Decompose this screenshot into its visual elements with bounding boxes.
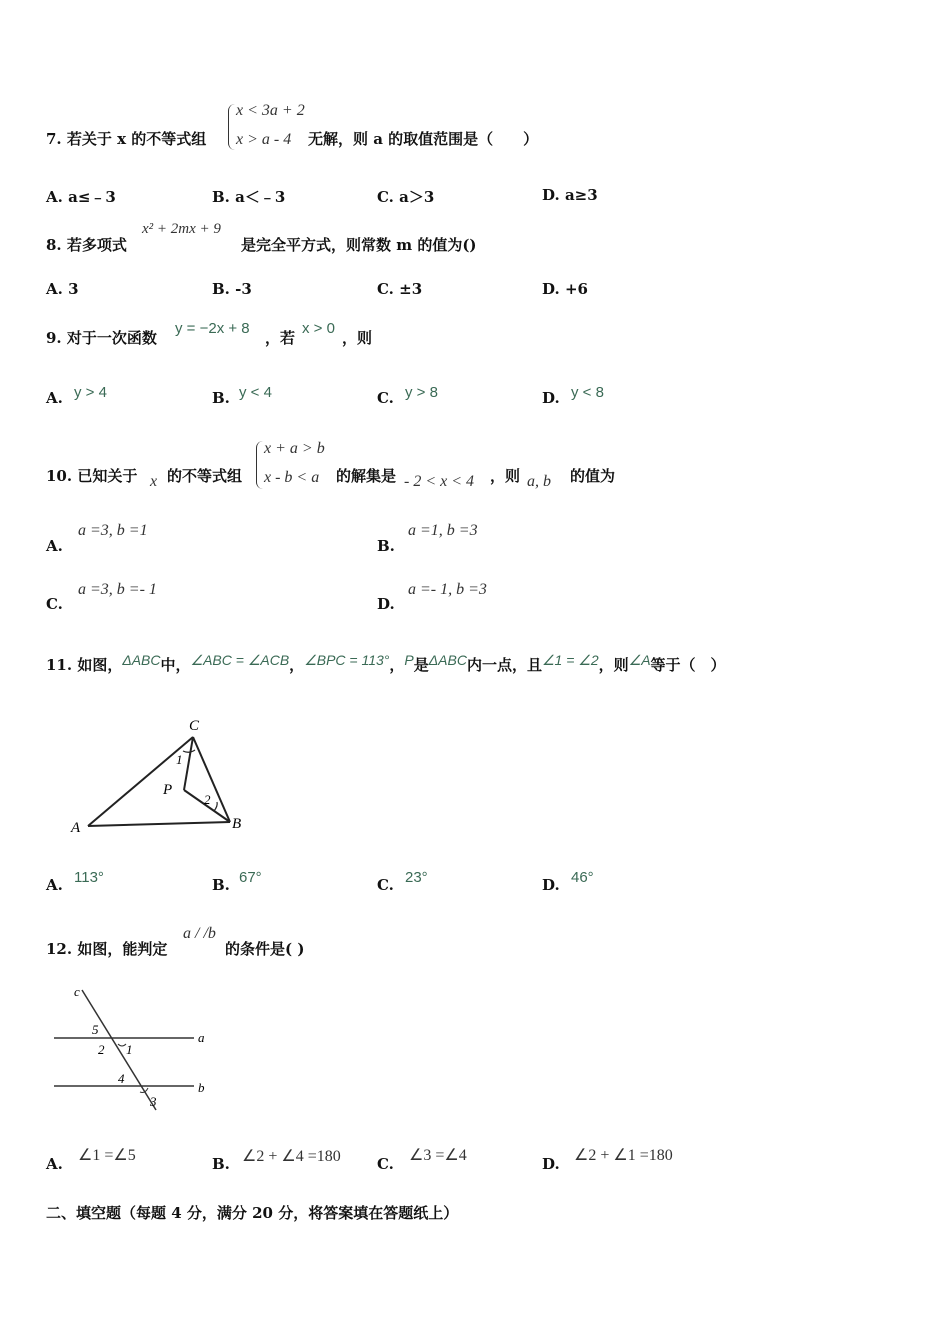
q10-option-d-text: a =- 1, b =3 [408, 581, 487, 598]
q11-s7: 等于（ ） [650, 656, 726, 674]
q12-stem-tail: 的条件是( ) [225, 940, 305, 958]
q12-option-c-text: ∠3 =∠4 [409, 1147, 467, 1164]
q8-expression: x² + 2mx + 9 [142, 221, 221, 237]
q11-option-b[interactable] [212, 876, 230, 894]
q12-parallel-lines-figure [48, 982, 218, 1114]
q11-figure-lines [88, 737, 230, 826]
q11-option-d-text: 46° [571, 869, 594, 886]
option-text: a≤﹣3 [68, 188, 116, 206]
option-letter: A. [46, 537, 63, 555]
q9-option-b-text: y < 4 [239, 384, 272, 401]
option-letter: C. [46, 595, 63, 613]
q11-option-c-text: 23° [405, 869, 428, 886]
q10-system-line1: x + a > b [264, 440, 325, 457]
q7-brace [228, 104, 235, 150]
q11-triangle2: ΔABC [428, 652, 467, 668]
q8-option-c[interactable] [377, 280, 422, 298]
q12-option-b[interactable] [212, 1155, 230, 1173]
angle-arc-1 [118, 1044, 126, 1046]
q9-function: y = −2x + 8 [175, 320, 250, 337]
option-text: ±3 [399, 280, 423, 298]
q10-option-b[interactable] [377, 537, 395, 555]
label-5: 5 [92, 1022, 99, 1037]
q11-triangle1: ΔABC [122, 652, 161, 668]
option-letter: D. [542, 1155, 560, 1173]
q12-option-d[interactable] [542, 1155, 560, 1173]
q10-brace [256, 441, 263, 489]
q11-s2: ， [289, 656, 305, 674]
q7-system-line1: x < 3a + 2 [236, 102, 305, 119]
q9-option-b[interactable] [212, 389, 230, 407]
q10-stem-mid: 的解集是 [336, 467, 397, 485]
q11-option-b-text: 67° [239, 869, 262, 886]
q9-option-a[interactable] [46, 389, 63, 407]
q10-option-b-text: a =1, b =3 [408, 522, 478, 539]
q11-option-a[interactable] [46, 876, 63, 894]
q12-figure-lines [54, 990, 194, 1110]
label-1: 1 [126, 1042, 133, 1057]
label-a: a [198, 1030, 205, 1045]
q10-option-d[interactable] [377, 595, 395, 613]
label-2: 2 [98, 1042, 105, 1057]
option-text: a≥3 [564, 186, 598, 204]
q8-stem: 8. 若多项式 [46, 236, 127, 254]
q9-option-d-text: y < 8 [571, 384, 604, 401]
q9-condition: x > 0 [302, 320, 335, 337]
q8-stem-tail: 是完全平方式，则常数 m 的值为() [241, 236, 477, 254]
q11-angle-12: ∠1 = ∠2 [541, 652, 599, 668]
option-letter: B. [212, 876, 230, 894]
q9-stem-mid: ，若 [265, 329, 296, 347]
option-letter: A. [46, 188, 63, 206]
q11-triangle-figure [66, 710, 256, 835]
option-letter: C. [377, 876, 394, 894]
q12-option-a-text: ∠1 =∠5 [78, 1147, 136, 1164]
option-letter: B. [377, 537, 395, 555]
angle-arc-2 [214, 802, 217, 811]
label-3: 3 [150, 1094, 157, 1109]
option-text: a＞3 [399, 188, 435, 206]
q11-point-p: P [404, 652, 414, 668]
q11-option-a-text: 113° [74, 869, 104, 886]
option-letter: C. [377, 389, 394, 407]
q9-option-a-text: y > 4 [74, 384, 107, 401]
q10-option-a[interactable] [46, 537, 63, 555]
option-letter: D. [542, 876, 560, 894]
q8-option-b[interactable] [212, 280, 252, 298]
q7-stem: 7. 若关于 x 的不等式组 [46, 130, 207, 148]
q10-option-c[interactable] [46, 595, 63, 613]
option-letter: B. [212, 280, 230, 298]
q11-s4: 是 [413, 656, 429, 674]
q12-option-d-text: ∠2 + ∠1 =180 [574, 1147, 673, 1164]
option-letter: C. [377, 1155, 394, 1173]
option-letter: B. [212, 389, 230, 407]
option-letter: B. [212, 188, 230, 206]
q11-label: 11. 如图， [46, 656, 123, 674]
q11-s3: ， [389, 656, 405, 674]
q10-option-a-text: a =3, b =1 [78, 522, 148, 539]
option-text: a＜﹣3 [235, 188, 286, 206]
q10-solution-range: - 2 < x < 4 [404, 473, 475, 490]
option-text: -3 [235, 280, 252, 298]
q11-option-c[interactable] [377, 876, 394, 894]
label-2: 2 [204, 792, 211, 807]
q10-stem-mid2: ，则 [490, 467, 521, 485]
label-c: C [189, 718, 200, 734]
q7-stem-tail: 无解，则 a 的取值范围是（ ） [308, 130, 539, 148]
q7-option-b[interactable] [212, 186, 285, 207]
q7-system-line2: x > a - 4 [236, 131, 292, 148]
option-letter: D. [377, 595, 395, 613]
option-letter: D. [542, 280, 560, 298]
option-letter: A. [46, 389, 63, 407]
q11-s6: ，则 [598, 656, 629, 674]
q7-option-c[interactable] [377, 186, 434, 207]
q12-option-a[interactable] [46, 1155, 63, 1173]
label-b: B [232, 816, 242, 832]
q8-option-d[interactable] [542, 280, 588, 298]
q10-stem-part2: 的不等式组 [167, 467, 243, 485]
q10-stem-tail: 的值为 [570, 467, 616, 485]
q9-option-c[interactable] [377, 389, 394, 407]
label-4: 4 [118, 1071, 125, 1086]
option-letter: C. [377, 280, 394, 298]
option-text: +6 [564, 280, 588, 298]
option-text: 3 [68, 280, 79, 298]
angle-arc-1 [183, 750, 195, 752]
q11-angle-a: ∠A [628, 652, 651, 668]
q10-option-c-text: a =3, b =- 1 [78, 581, 157, 598]
option-letter: D. [542, 389, 560, 407]
q12-option-b-text: ∠2 + ∠4 =180 [242, 1148, 341, 1165]
q8-option-a[interactable] [46, 280, 79, 298]
q10-vars: a, b [527, 473, 551, 490]
q10-system-line2: x - b < a [264, 469, 320, 486]
q9-option-c-text: y > 8 [405, 384, 438, 401]
option-letter: A. [46, 876, 63, 894]
q11-stem [46, 654, 726, 675]
q9-stem-tail: ，则 [342, 329, 373, 347]
section-fill-in-blank-heading: 二、填空题（每题 4 分，满分 20 分，将答案填在答题纸上） [46, 1204, 459, 1222]
q7-option-a[interactable] [46, 186, 116, 207]
side-ab [88, 822, 230, 826]
q11-angle-bpc: ∠BPC = 113° [304, 652, 390, 668]
option-letter: B. [212, 1155, 230, 1173]
option-letter: D. [542, 186, 560, 204]
label-p: P [163, 782, 173, 798]
q9-stem: 9. 对于一次函数 [46, 329, 157, 347]
label-1: 1 [176, 752, 183, 767]
option-letter: C. [377, 188, 394, 206]
label-b: b [198, 1080, 205, 1095]
q10-stem: 10. 已知关于 [46, 467, 138, 485]
q11-option-d[interactable] [542, 876, 560, 894]
q10-var-x: x [150, 473, 158, 490]
q7-option-d[interactable] [542, 186, 598, 204]
q12-stem: 12. 如图，能判定 [46, 940, 168, 958]
q12-option-c[interactable] [377, 1155, 394, 1173]
q9-option-d[interactable] [542, 389, 560, 407]
q11-s5: 内一点，且 [466, 656, 542, 674]
side-ac [88, 737, 193, 826]
q11-angle-equal: ∠ABC = ∠ACB [190, 652, 290, 668]
label-a: A [71, 820, 81, 835]
option-letter: A. [46, 280, 63, 298]
option-letter: A. [46, 1155, 63, 1173]
q11-s1: 中， [160, 656, 191, 674]
q12-parallel-expr: a / /b [183, 925, 216, 942]
segment-cp [184, 737, 193, 790]
label-c: c [74, 984, 80, 999]
